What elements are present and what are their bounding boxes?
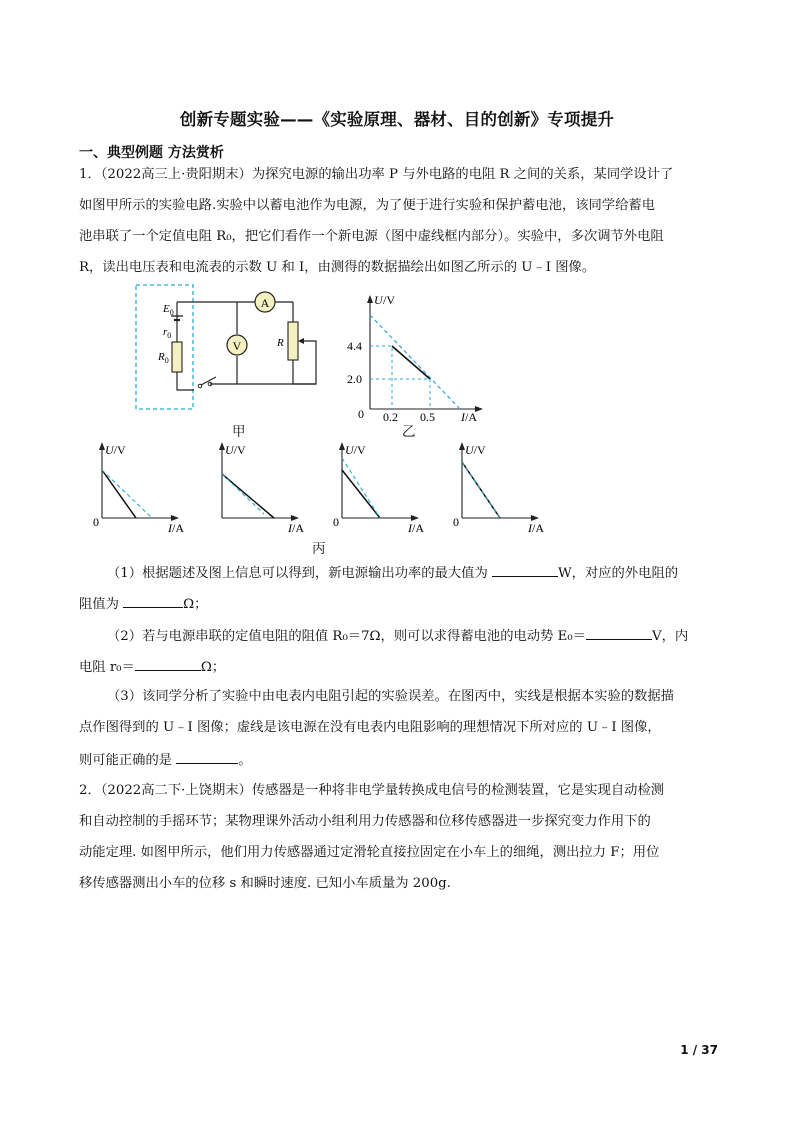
svg-text:A: A: [260, 296, 270, 310]
section-heading: 一、典型例题 方法赏析: [79, 145, 224, 161]
page-title: 创新专题实验——《实验原理、器材、目的创新》专项提升: [179, 110, 615, 129]
svg-text:2.0: 2.0: [347, 372, 362, 386]
graph-yi: [347, 290, 490, 424]
q1-sub3-line-3: 则可能正确的是 。: [79, 749, 252, 771]
q2-line-1: 2．（2022高二下·上饶期末）传感器是一种将非电学量转换成电信号的检测装置，它是实现自动检测: [79, 783, 665, 798]
answer-blank-emf[interactable]: [586, 625, 652, 640]
q1-sub3-line-1: （3）该同学分析了实验中由电表内电阻引起的实验误差。在图丙中，实线是根据本实验的数据描: [107, 689, 674, 704]
figure-bing-label: 丙: [312, 541, 326, 557]
rheostat-r: [288, 322, 298, 360]
q2-line-3: 动能定理. 如图甲所示，他们用力传感器通过定滑轮直接拉固定在小车上的细绳，测出拉力 F；用位: [79, 845, 660, 860]
svg-text:E0: $E_0$: [163, 303, 174, 317]
svg-text:U/V: U/V: [105, 443, 126, 457]
page-number: 1 / 37: [680, 1043, 718, 1057]
svg-text:0: 0: [358, 407, 364, 421]
svg-text:/V: /V: [383, 293, 395, 307]
svg-text:U/V: U/V: [465, 443, 486, 457]
svg-text:R0: $R_0$: [158, 351, 169, 365]
graph-bing-set: [88, 436, 558, 536]
svg-text:r0: $r_0$: [163, 326, 172, 340]
svg-text:I/A: I/A: [288, 521, 304, 535]
answer-blank-power[interactable]: [492, 562, 558, 577]
svg-text:R: R: [277, 337, 284, 349]
circuit-figure-jia: [130, 282, 330, 412]
bing-graph-b: [219, 442, 304, 535]
svg-text:0: 0: [333, 515, 339, 529]
q1-line-2: 如图甲所示的实验电路.实验中以蓄电池作为电源，为了便于进行实验和保护蓄电池，该同学给蓄电: [79, 198, 655, 213]
q1-line-3: 池串联了一个定值电阻 R₀，把它们看作一个新电源（图中虚线框内部分）。实验中，多次调节外电阻: [79, 229, 664, 244]
svg-text:I/A: I/A: [528, 521, 544, 535]
svg-text:0: 0: [93, 515, 99, 529]
figure-yi-label: 乙: [402, 424, 416, 440]
q1-sub3-line-2: 点作图得到的 U﹣I 图像；虚线是该电源在没有电表内电阻影响的理想情况下所对应的 U﹣I 图像，: [79, 720, 661, 735]
measured-line: [392, 346, 430, 379]
q2-line-4: 移传感器测出小车的位移 s 和瞬时速度. 已知小车质量为 200g.: [79, 876, 451, 891]
svg-text:0.5: 0.5: [420, 410, 435, 424]
svg-text:4.4: 4.4: [347, 339, 362, 353]
q1-sub1-line-2: 阻值为 Ω；: [79, 593, 207, 615]
svg-text:I/A: I/A: [461, 410, 477, 424]
bing-graph-a: [93, 442, 184, 535]
q1-sub2-line-1: （2）若与电源串联的定值电阻的阻值 R₀＝7Ω，则可以求得蓄电池的电动势 E₀＝ V，内: [107, 625, 688, 647]
answer-blank-internal-resistance[interactable]: [135, 656, 201, 671]
svg-text:V: V: [232, 339, 242, 353]
bing-graph-d: [453, 442, 544, 535]
svg-text:U/V: U/V: [345, 443, 366, 457]
svg-text:0: 0: [453, 515, 459, 529]
fixed-resistor-r0: [172, 342, 182, 372]
svg-text:I/A: I/A: [168, 521, 184, 535]
answer-blank-resistance[interactable]: [123, 593, 183, 608]
answer-blank-choice[interactable]: [176, 749, 238, 764]
figure-jia-label: 甲: [232, 424, 246, 440]
q1-line-4: R，读出电压表和电流表的示数 U 和 I，由测得的数据描绘出如图乙所示的 U﹣I 图像。: [79, 260, 596, 275]
q1-sub2-line-2: 电阻 r₀＝ Ω；: [79, 656, 225, 678]
svg-text:I/A: I/A: [408, 521, 424, 535]
svg-text:UU/V: U: [374, 293, 383, 307]
q1-sub1-line-1: （1）根据题述及图上信息可以得到，新电源输出功率的最大值为 W，对应的外电阻的: [107, 562, 678, 584]
svg-text:0.2: 0.2: [383, 410, 398, 424]
q1-line-1: 1．（2022高三上·贵阳期末）为探究电源的输出功率 P 与外电路的电阻 R 之间的关系，某同学设计了: [79, 167, 674, 182]
bing-graph-c: [333, 442, 424, 535]
svg-text:U/V: U/V: [225, 443, 246, 457]
ideal-line: [370, 315, 460, 409]
q2-line-2: 和自动控制的手摇环节；某物理课外活动小组利用力传感器和位移传感器进一步探究变力作用下的: [79, 814, 651, 829]
